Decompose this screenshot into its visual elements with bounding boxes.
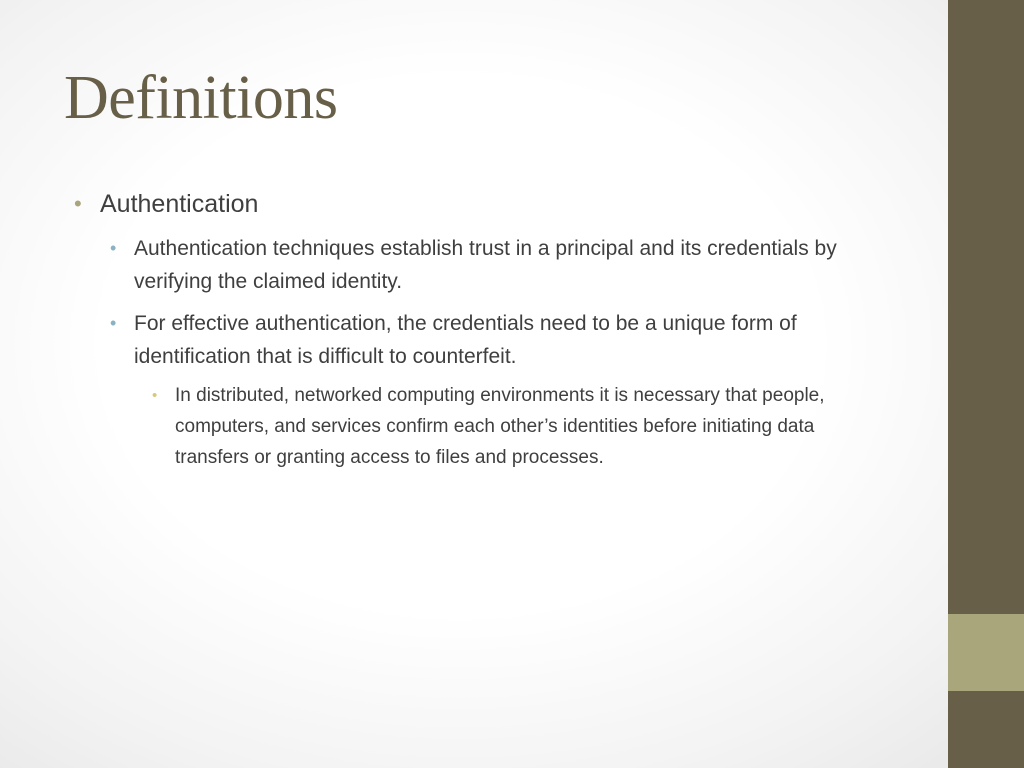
sidebar-accent-block bbox=[948, 614, 1024, 691]
bullet-level1 bbox=[74, 187, 894, 221]
bullet-text: For effective authentication, the credentials need to be a unique form of identification that is difficult to counterfeit. bbox=[134, 312, 797, 368]
bullet-text: Authentication techniques establish trust in a principal and its credentials by verifying the claimed identity. bbox=[134, 237, 837, 293]
slide-title: Definitions bbox=[64, 64, 338, 132]
bullet-level2 bbox=[110, 307, 890, 373]
bullet-dot-icon: • bbox=[110, 313, 117, 333]
bullet-level2 bbox=[110, 232, 890, 298]
bullet-level3 bbox=[152, 380, 892, 473]
bullet-text: In distributed, networked computing environments it is necessary that people, computers, and services confirm each other’s identities before initiating data transfers or granting access to files and processes. bbox=[175, 385, 825, 468]
bullet-dot-icon: • bbox=[110, 238, 117, 258]
bullet-dot-icon: • bbox=[152, 387, 158, 404]
bullet-dot-icon: • bbox=[74, 191, 82, 216]
bullet-text: Authentication bbox=[100, 190, 259, 218]
